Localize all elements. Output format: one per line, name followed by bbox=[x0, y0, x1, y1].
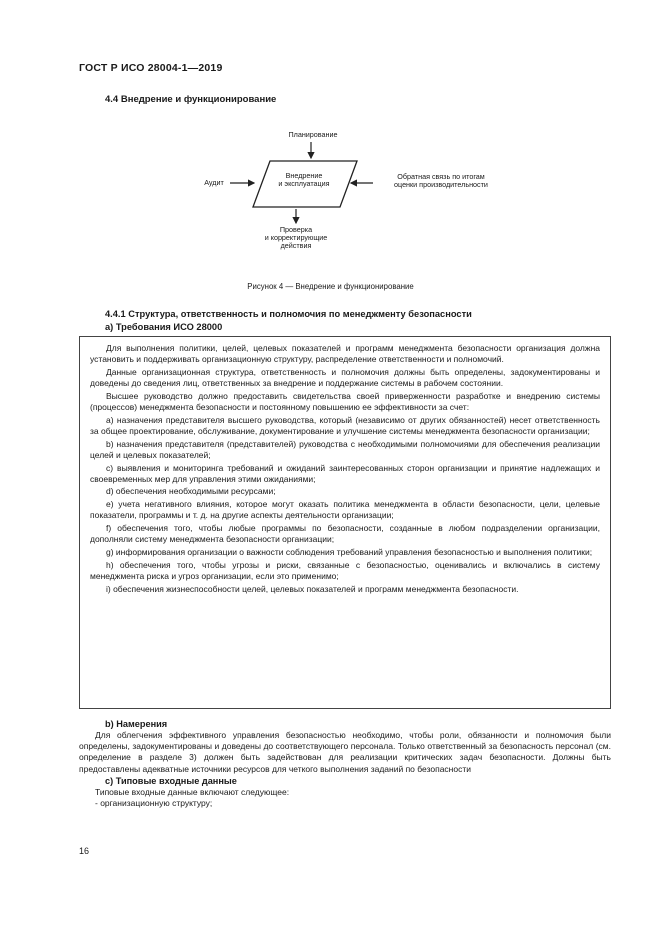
diagram-svg bbox=[190, 125, 520, 265]
label-check-line1: Проверка bbox=[279, 225, 313, 234]
figure-caption: Рисунок 4 — Внедрение и функционирование bbox=[247, 282, 414, 291]
intentions-paragraph: Для облегчения эффективного управления безопасностью необходимо, чтобы роли, обязанности и полномочия были определены, задокументированы и доведены до соответствующего персонала. Только ответственный за безопасность персонал (см. определение в разделе 3) должен быть задействован для реализации критических задач безопасности. Должны быть предоставлены адекватные источники ресурсов для четкого выполнения заданий по безопасности bbox=[79, 730, 611, 774]
box-paragraph: Данные организационная структура, ответственность и полномочия должны быть определены, задокументированы и доведены до сведения лиц, ответственных за внедрение и поддержание системы в рабочем состоянии. bbox=[90, 366, 600, 389]
box-list-item: e) учета негативного влияния, которое могут оказать политика менеджмента в области безопасности, цели, целевые показатели, программы и т. д. на другие аспекты деятельности организации; bbox=[90, 499, 600, 521]
inputs-list-item: - организационную структуру; bbox=[95, 798, 213, 809]
document-header: ГОСТ Р ИСО 28004-1—2019 bbox=[79, 62, 223, 74]
page-number: 16 bbox=[79, 846, 90, 856]
label-implementation-line1: Внедрение bbox=[285, 171, 323, 180]
section-title: 4.4 Внедрение и функционирование bbox=[105, 94, 277, 105]
box-list-item: а) назначения представителя высшего руководства, который (независимо от других обязанностей) несет ответственность за общее проектирование, обслуживание, документирование и улучшение системы менеджмента безопасности организации; bbox=[90, 414, 600, 436]
box-paragraph: Высшее руководство должно предоставить свидетельства своей приверженности разработке и внедрению системы (процессов) менеджмента безопасности и постоянному повышению ее эффективности за счет: bbox=[90, 390, 600, 413]
label-implementation bbox=[262, 172, 346, 188]
requirements-heading: а) Требования ИСО 28000 bbox=[105, 322, 223, 332]
label-audit: Аудит bbox=[204, 178, 224, 187]
label-check-line2: и корректирующие bbox=[264, 233, 328, 242]
box-list-item: b) назначения представителя (представителей) руководства с необходимыми полномочиями для обеспечения реализации целей и целевых показателей; bbox=[90, 438, 600, 460]
label-feedback bbox=[376, 173, 506, 189]
inputs-heading: c) Типовые входные данные bbox=[105, 775, 237, 786]
inputs-paragraph: Типовые входные данные включают следующее: bbox=[95, 786, 290, 797]
requirements-box bbox=[79, 336, 611, 709]
box-list-item: d) обеспечения необходимыми ресурсами; bbox=[106, 486, 276, 497]
label-feedback-line2: оценки производительности bbox=[394, 180, 488, 189]
label-check-line3: действия bbox=[280, 241, 312, 250]
box-list-item: c) выявления и мониторинга требований и ожиданий заинтересованных сторон организации и принятие надлежащих и своевременных мер для управления этими ожиданиями; bbox=[90, 462, 600, 484]
box-list-item: i) обеспечения жизнеспособности целей, целевых показателей и программ менеджмента безопасности. bbox=[106, 583, 519, 594]
intentions-section bbox=[79, 718, 611, 809]
label-check bbox=[250, 226, 342, 250]
label-feedback-line1: Обратная связь по итогам bbox=[397, 172, 485, 181]
process-diagram bbox=[190, 125, 520, 265]
box-list-item: f) обеспечения того, чтобы любые программы по безопасности, созданные в любом подразделении организации, дополняли систему менеджмента безопасности организации; bbox=[90, 523, 600, 545]
box-list-item: g) информирования организации о важности соблюдения требований управления безопасностью и выполнения политики; bbox=[106, 546, 593, 557]
intentions-heading: b) Намерения bbox=[105, 719, 168, 729]
label-implementation-line2: и эксплуатация bbox=[278, 179, 330, 188]
label-planning: Планирование bbox=[288, 130, 338, 139]
box-list-item: h) обеспечения того, чтобы угрозы и риски, связанные с безопасностью, оценивались и включались в систему менеджмента риска и угроз организации, если это применимо; bbox=[90, 559, 600, 581]
subsection-heading: 4.4.1 Структура, ответственность и полномочия по менеджменту безопасности bbox=[105, 309, 472, 319]
box-paragraph: Для выполнения политики, целей, целевых показателей и программ менеджмента безопасности организация должна установить и поддерживать организационную структуру, распределение ответственности и полномочий. bbox=[90, 343, 600, 365]
